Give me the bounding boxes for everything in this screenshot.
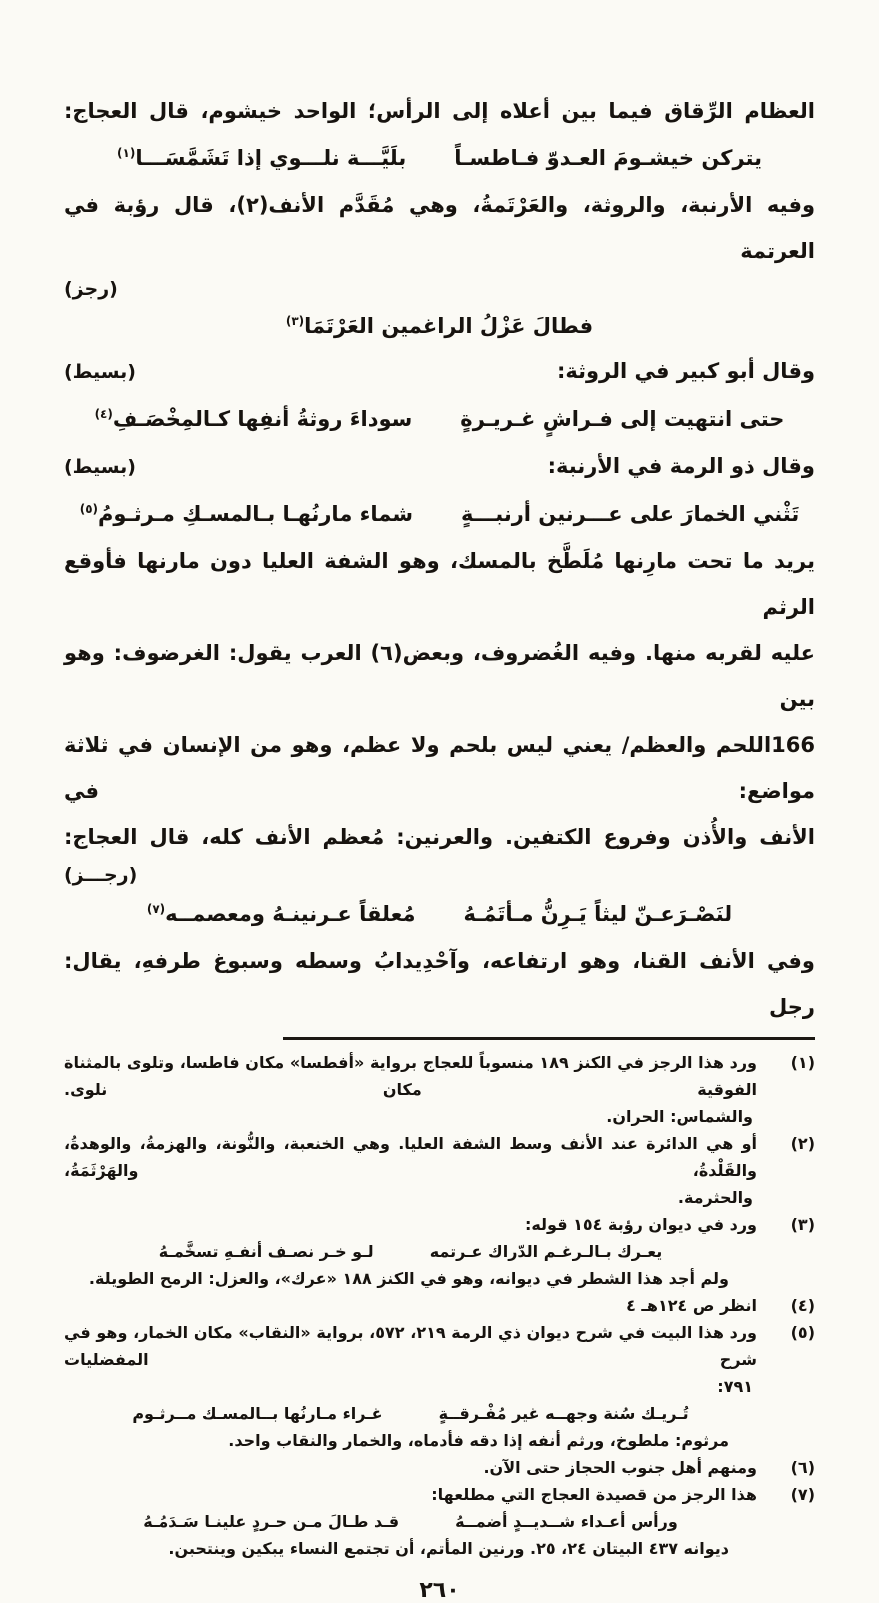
verse-hemistich-right: تُـريـك سُنة وجهــه غير مُفْـرقــةٍ — [438, 1404, 689, 1423]
verse-hemistich-right: حتى انتهيت إلى فـراشٍ غـريـرةٍ — [460, 407, 785, 431]
footnote-body — [64, 1319, 757, 1454]
footnote-number: (٦) — [790, 1458, 815, 1477]
footnote-separator — [283, 1037, 815, 1040]
verse-line — [64, 490, 815, 538]
footnote — [64, 1292, 815, 1319]
footnote-text: مرثوم: ملطوخ، ورثم أنفه إذا دقه فأدماه، والخمار والنقاب واحد. — [228, 1431, 729, 1450]
footnote-body — [64, 1292, 757, 1319]
verse-hemistich-right: تَثْني الخمارَ على عـــرنين أرنبـــةٍ — [460, 502, 800, 526]
footnote — [64, 1049, 815, 1130]
verse-text: بلَيَّـــة نلـــوي إذا تَشَمَّسَـــا — [135, 146, 407, 170]
verse-text: شماء مارنُهـا بـالمسـكِ مـرثـومُ — [98, 502, 413, 526]
verse-line — [64, 395, 815, 443]
verse-hemistich-left — [147, 890, 416, 938]
footnotes-section — [64, 1049, 815, 1562]
meter-label: (بسيط) — [64, 456, 136, 478]
footnote-verse — [64, 1238, 757, 1265]
meter-label: (بسيط) — [64, 361, 136, 383]
verse-hemistich-right: لنَصْـرَعـنّ ليثاً يَـرِنُّ مـأتَمُـهُ — [463, 902, 733, 926]
footnote-body — [64, 1481, 757, 1562]
main-text: اللحم والعظم/ يعني ليس بلحم ولا عظم، وهو من الإنسان في ثلاثة مواضع: في — [64, 733, 815, 803]
footnote — [64, 1481, 815, 1562]
main-text-line: الأنف والأُذن وفروع الكتفين. والعرنين: مُعظم الأنف كله، قال العجاج: — [64, 825, 815, 849]
main-text-line: وفيه الأرنبة، والروثة، والعَرْتَمةُ، وهي مُقَدَّم الأنف(٢)، قال رؤبة في العرتمة — [64, 193, 816, 263]
footnote-marker: (٤) — [94, 407, 113, 421]
footnote-marker: (٣) — [285, 314, 305, 328]
footnote-text: ديوانه ٤٣٧ البيتان ٢٤، ٢٥. ورنين المأتم، أن تجتمع النساء يبكين وينتحبن. — [168, 1539, 729, 1558]
verse-hemistich-left: لـو خـر نصـف أنفـهِ تسخَّمـهُ — [158, 1242, 374, 1261]
main-text-line: يريد ما تحت مارِنها مُلَطَّخ بالمسك، وهو الشفة العليا دون مارنها فأوقع الرثم — [64, 549, 815, 619]
footnote-number: (٥) — [790, 1323, 815, 1342]
main-text-line: عليه لقربه منها. وفيه الغُضروف، وبعض(٦) العرب يقول: الغرضوف: وهو بين — [64, 641, 815, 711]
footnote-verse — [64, 1400, 757, 1427]
footnote-text: انظر ص ١٢٤هـ ٤ — [626, 1296, 757, 1315]
verse-text: سوداءَ روثةُ أنفِها كـالمِخْصَـفِ — [112, 407, 413, 431]
footnote-text: ورد هذا البيت في شرح ديوان ذي الرمة ٢١٩، ٥٧٢، برواية «النقاب» مكان الخمار، وهو في شرح المفضليات — [64, 1323, 757, 1369]
footnote-text: هذا الرجز من قصيدة العجاج التي مطلعها: — [431, 1485, 757, 1504]
verse-line — [64, 134, 815, 182]
footnote-body — [64, 1049, 757, 1130]
verse-hemistich-right: يتركن خيشـومَ العـدوّ فـاطسـاً — [454, 146, 762, 170]
verse-hemistich-right: يعـرك بـالـرغـم الدّراك عـرتمه — [429, 1242, 663, 1261]
footnote-text: والحثرمة. — [677, 1188, 753, 1207]
footnote-text: ورد هذا الرجز في الكنز ١٨٩ منسوباً للعجاج برواية «أفطسا» مكان فاطسا، وتلوى بالمثناة الفوقية مكان نلوى. — [64, 1053, 757, 1099]
footnote-verse — [64, 1508, 757, 1535]
footnote-body — [64, 1211, 757, 1292]
footnote — [64, 1454, 815, 1481]
verse-intro-text: وقال ذو الرمة في الأرنبة: — [547, 454, 815, 478]
main-text-line — [64, 722, 815, 814]
footnote-number: (٢) — [790, 1134, 815, 1153]
verse-hemistich-left: غـراء مـارنُها بــالمسـك مــرثـوم — [132, 1404, 383, 1423]
main-text-line: وفي الأنف القنا، وهو ارتفاعه، وآحْدِيدابُ وسطه وسبوغ طرفهِ، يقال: رجل — [64, 949, 815, 1019]
footnote-marker: (١) — [117, 146, 136, 160]
page-number: ٢٦٠ — [419, 1578, 460, 1603]
footnote-body — [64, 1130, 757, 1211]
verse-intro-line — [64, 443, 815, 490]
footnote-text: والشماس: الحران. — [606, 1107, 753, 1126]
main-text-line: العظام الرِّقاق فيما بين أعلاه إلى الرأس؛ الواحد خيشوم، قال العجاج: — [64, 99, 815, 123]
footnote-number: (٤) — [790, 1296, 815, 1315]
footnote-text: أو هي الدائرة عند الأنف وسط الشفة العليا. وهي الخنعبة، والنُّونة، والهزمةُ، والوهدةُ، والقَلْدةُ، والهَرْثَمَةُ، — [64, 1134, 757, 1180]
verse-intro-text: وقال أبو كبير في الروثة: — [556, 359, 815, 383]
verse-hemistich-left — [117, 134, 406, 182]
footnote — [64, 1319, 815, 1454]
footnote — [64, 1130, 815, 1211]
verse-line — [64, 304, 815, 348]
verse-hemistich-right: ورأس أعـداء شــديــدٍ أضمــهُ — [455, 1512, 678, 1531]
verse-hemistich-left — [95, 395, 413, 443]
footnote-marker: (٧) — [146, 902, 166, 916]
footnote-text: ولم أجد هذا الشطر في ديوانه، وهو في الكنز ١٨٨ «عرك»، والعزل: الرمح الطويلة. — [88, 1269, 729, 1288]
footnote-text: ومنهم أهل جنوب الحجاز حتى الآن. — [483, 1458, 757, 1477]
footnote-text: ٧٩١: — [717, 1377, 753, 1396]
meter-label: (رجز) — [64, 278, 118, 300]
meter-label: (رجـــز) — [64, 864, 138, 886]
footnote — [64, 1211, 815, 1292]
footnote-text: ورد في ديوان رؤبة ١٥٤ قوله: — [524, 1215, 757, 1234]
footnote-number: (٧) — [790, 1485, 815, 1504]
verse-text: مُعلقاً عـرنينـهُ ومعصمــه — [165, 902, 416, 926]
footnote-body — [64, 1454, 757, 1481]
verse-hemistich-left — [80, 490, 413, 538]
verse-line — [64, 890, 815, 938]
footnote-number: (١) — [790, 1053, 815, 1072]
verse-hemistich-left: قـد طـالَ مـن حـردٍ علينـا سَـدَمُـهُ — [143, 1512, 400, 1531]
verse-intro-line — [64, 348, 815, 395]
footnote-marker: (٥) — [79, 502, 99, 516]
verse-text: فطالَ عَزْلُ الراغمين العَرْتَمَا — [304, 314, 594, 338]
folio-number: 166 — [771, 733, 815, 757]
footnote-number: (٣) — [790, 1215, 815, 1234]
